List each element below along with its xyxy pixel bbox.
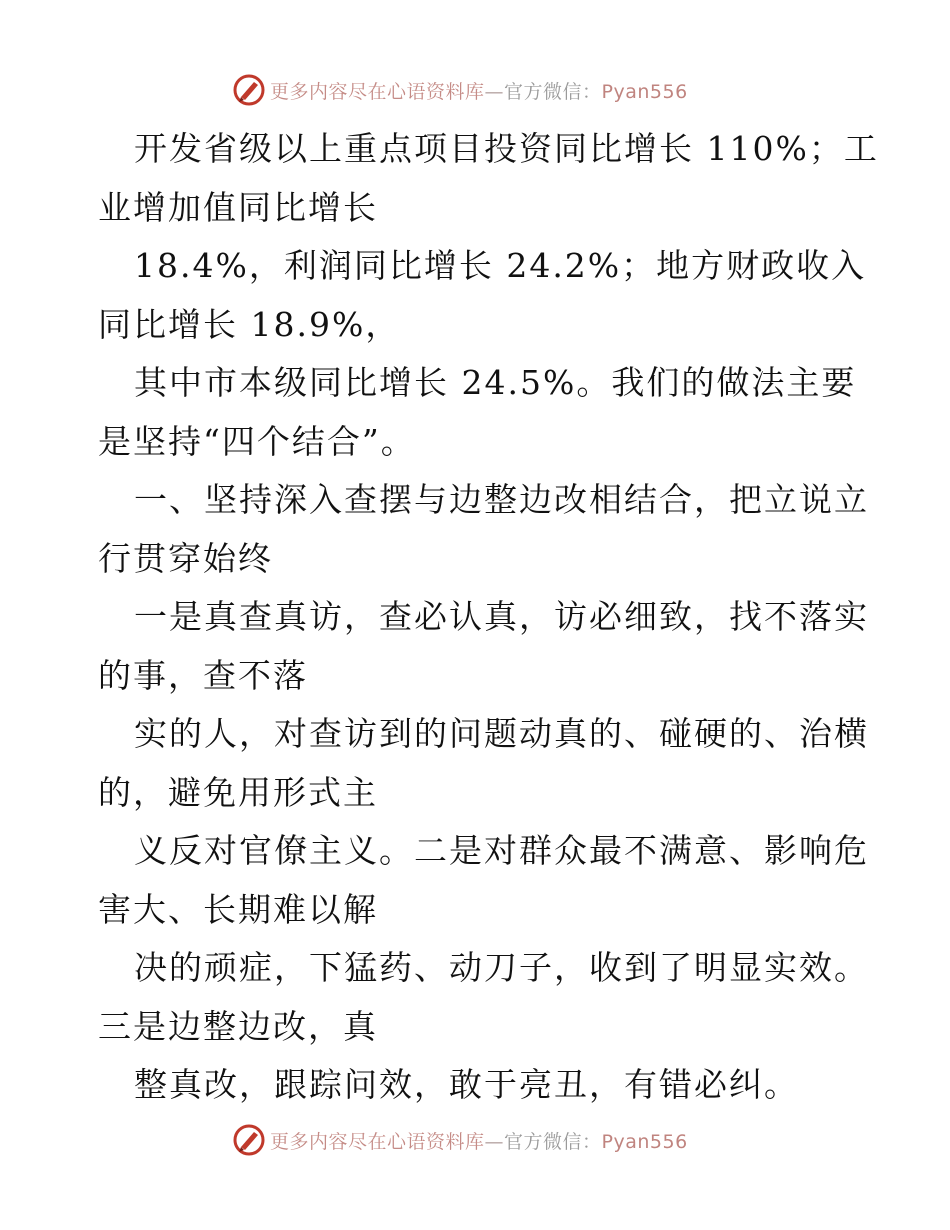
text-line: 是坚持“四个结合”。 [98,421,416,461]
text-line: 决的顽症，下猛药、动刀子，收到了明显实效。 [134,948,869,987]
document-body [98,120,879,1115]
header-watermark [232,70,688,110]
text-line: 的，避免用形式主 [98,772,378,812]
watermark-text: 更多内容尽在心语资料库—官方微信：Pyan556 [270,1130,688,1153]
text-line: 的事，查不落 [98,655,308,695]
text-line: 害大、长期难以解 [98,889,378,929]
text-line: 开发省级以上重点项目投资同比增长 110%；工 [134,129,879,168]
watermark-text: 更多内容尽在心语资料库—官方微信：Pyan556 [270,80,688,103]
text-line: 一、坚持深入查摆与边整边改相结合，把立说立 [134,480,869,519]
text-line: 同比增长 18.9%， [98,304,401,344]
text-line: 业增加值同比增长 [98,187,378,227]
text-line: 实的人，对查访到的问题动真的、碰硬的、治横 [134,714,869,753]
text-line: 一是真查真访，查必认真，访必细致，找不落实 [134,597,869,636]
pen-logo-icon [232,73,266,107]
text-line: 整真改，跟踪问效，敢于亮丑，有错必纠。 [134,1065,799,1104]
text-line: 行贯穿始终 [98,538,273,578]
footer-watermark [232,1120,688,1160]
text-line: 18.4%，利润同比增长 24.2%；地方财政收入 [134,246,867,285]
pen-logo-icon [232,1123,266,1157]
text-line: 三是边整边改，真 [98,1006,378,1046]
text-line: 其中市本级同比增长 24.5%。我们的做法主要 [134,363,857,402]
text-line: 义反对官僚主义。二是对群众最不满意、影响危 [134,831,869,870]
